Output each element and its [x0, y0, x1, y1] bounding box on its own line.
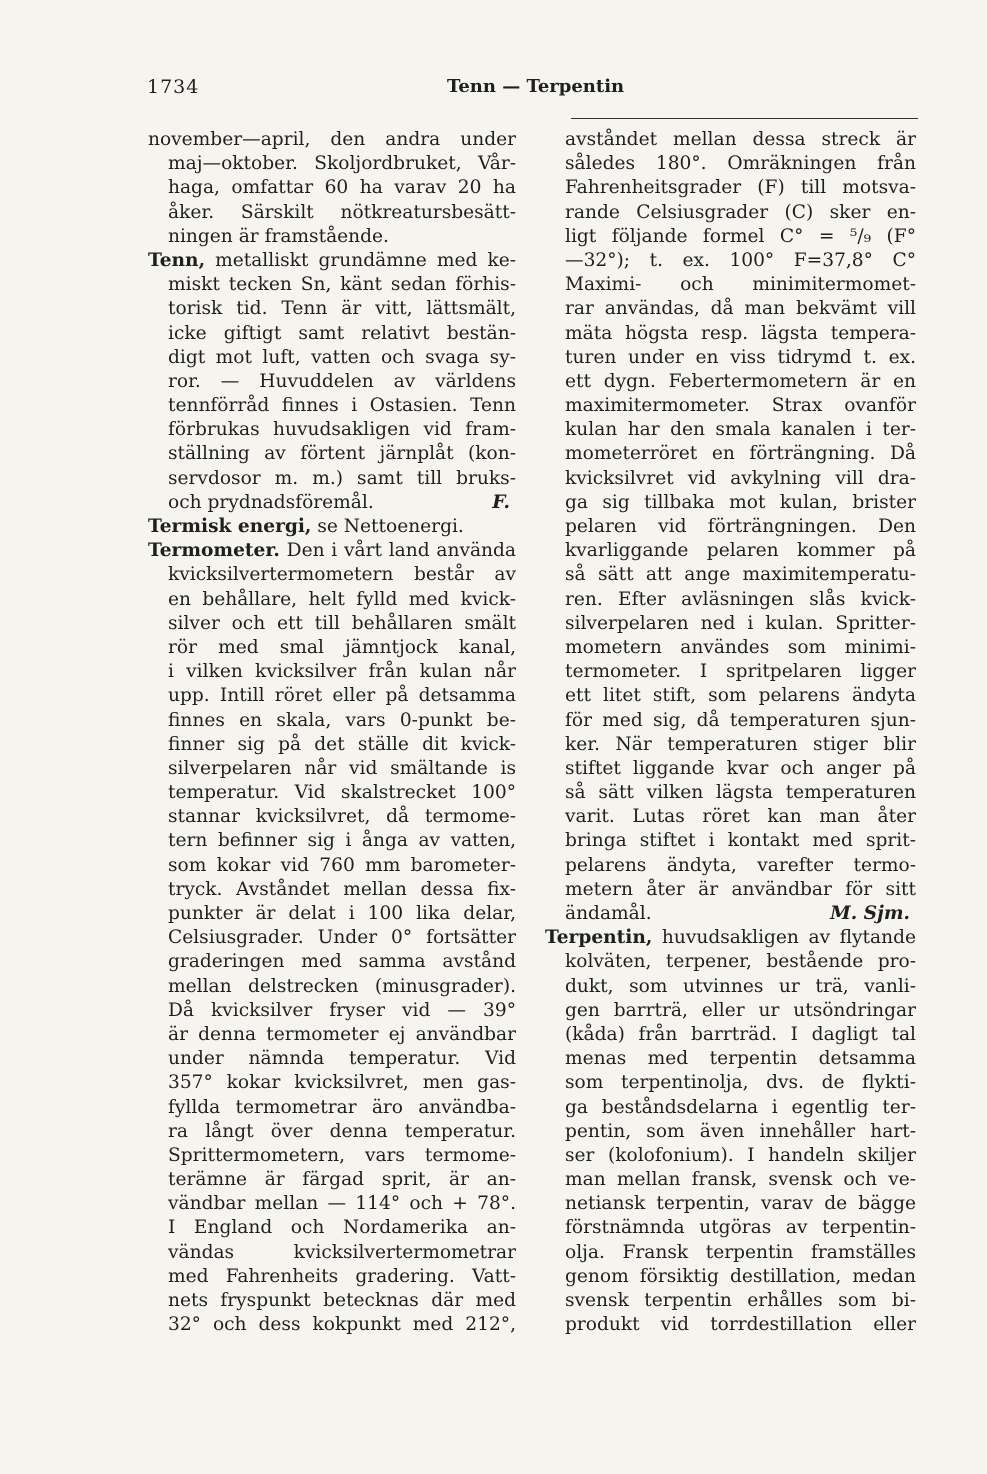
- text-line: nets fryspunkt betecknas där med: [168, 1290, 516, 1311]
- text-line: som kokar vid 760 mm barometer-: [168, 854, 516, 876]
- text-line: kolväten, terpener, bestående pro-: [565, 951, 916, 973]
- text-line: termometer. I spritpelaren ligger: [565, 661, 916, 683]
- text-line: en behållare, helt fylld med kvick-: [168, 588, 516, 610]
- text-line: silverpelaren når vid smältande is: [168, 757, 516, 779]
- text-line: förstnämnda utgöras av terpentin-: [565, 1217, 916, 1239]
- signature-line: [148, 491, 516, 515]
- text-line: maximitermometer. Strax ovanför: [565, 395, 916, 417]
- text-line: pelaren vid förträngningen. Den: [565, 516, 916, 537]
- text-line: Sprittermometern, vars termome-: [168, 1144, 516, 1166]
- text-line: menas med terpentin detsamma: [565, 1048, 916, 1070]
- text-line: finnes en skala, vars 0-punkt be-: [168, 709, 516, 731]
- entry-termometer: [148, 539, 516, 563]
- text-line: tryck. Avståndet mellan dessa fix-: [168, 878, 516, 900]
- text-line: olja. Fransk terpentin framställes: [565, 1241, 916, 1263]
- text-line: ga beståndsdelarna i egentlig ter-: [565, 1096, 916, 1118]
- text-line: punkter är delat i 100 lika delar,: [168, 903, 516, 924]
- text-line: och prydnadsföremål.: [168, 491, 374, 513]
- text-line: haga, omfattar 60 ha varav 20 ha: [168, 177, 516, 199]
- text-line: netiansk terpentin, varav de bägge: [565, 1193, 916, 1215]
- text-line: för med sig, då temperaturen sjun-: [565, 709, 916, 731]
- text-line: finner sig på det ställe dit kvick-: [168, 733, 516, 755]
- text-line: kvarliggande pelaren kommer på: [565, 540, 916, 562]
- text-line: kulan har den smala kanalen i ter-: [565, 419, 916, 441]
- text-line: mometerröret en förträngning. Då: [565, 443, 916, 465]
- text-line: gen barrträ, eller ur utsöndringar: [565, 999, 916, 1021]
- text-line: miskt tecken Sn, känt sedan förhis-: [168, 274, 516, 296]
- text-line: metern åter är användbar för sitt: [565, 878, 916, 900]
- text-line: silver och ett till behållaren smält: [168, 612, 516, 634]
- entry-terpentin: [545, 926, 916, 950]
- text-line: med Fahrenheits gradering. Vatt-: [168, 1265, 516, 1287]
- left-column: [148, 128, 516, 1337]
- entry-tenn: [148, 249, 516, 273]
- text-line: ga sig tillbaka mot kulan, brister: [565, 491, 916, 513]
- text-line: vändas kvicksilvertermometrar: [168, 1241, 516, 1263]
- text-line: ren. Efter avläsningen slås kvick-: [565, 588, 916, 610]
- text-line: (kåda) från barrträd. I dagligt tal: [565, 1023, 916, 1045]
- signature-line: [545, 902, 916, 926]
- text-line: ningen är framstående.: [168, 225, 389, 247]
- text-line: så sätt vilken lägsta temperaturen: [565, 782, 916, 804]
- page-header: [147, 76, 917, 106]
- right-column: [545, 128, 916, 1337]
- text-line: man mellan fransk, svensk och ve-: [565, 1169, 916, 1191]
- text-line: som terpentinolja, dvs. de flykti-: [565, 1072, 916, 1094]
- text-line: rar användas, då man bekvämt vill: [565, 298, 916, 320]
- text-line: icke giftigt samt relativt bestän-: [168, 322, 516, 344]
- text-line: Maximi- och minimitermomet-: [565, 274, 916, 296]
- text-line: —32°); t. ex. 100° F=37,8° C°: [565, 249, 916, 271]
- text-line: bringa stiftet i kontakt med sprit-: [565, 830, 916, 852]
- text-line: maj—oktober. Skoljordbruket, Vår-: [168, 153, 516, 175]
- entry-headword: Termisk energi,: [148, 516, 312, 537]
- entry-headword: Terpentin,: [545, 927, 653, 949]
- text-line: mellan delstrecken (minusgrader).: [168, 975, 516, 997]
- text-line: Fahrenheitsgrader (F) till motsva-: [565, 177, 916, 199]
- text-line: november—april, den andra under: [148, 129, 516, 150]
- text-line: ett dygn. Febertermometern är en: [565, 370, 916, 392]
- text-line: kvicksilvret vid avkylning vill dra-: [565, 467, 916, 489]
- cross-reference: se Nettoenergi.: [317, 516, 464, 537]
- text-line: turen under en viss tidrymd t. ex.: [565, 346, 916, 368]
- text-line: genom försiktig destillation, medan: [565, 1265, 916, 1287]
- text-line: terämne är färgad sprit, är an-: [168, 1169, 516, 1191]
- entry-headword: Termometer.: [148, 540, 280, 562]
- text-line: ker. När temperaturen stiger blir: [565, 733, 916, 755]
- text-line: åker. Särskilt nötkreatursbesätt-: [168, 201, 516, 223]
- text-line: svensk terpentin erhålles som bi-: [565, 1290, 916, 1311]
- text-line: dukt, som utvinnes ur trä, vanli-: [565, 975, 916, 997]
- text-line: under nämnda temperatur. Vid: [168, 1048, 516, 1070]
- text-line: således 180°. Omräkningen från: [565, 153, 916, 175]
- text-line: tern befinner sig i ånga av vatten,: [168, 830, 516, 852]
- column-divider: [571, 118, 918, 119]
- text-line: Den i vårt land använda: [286, 540, 516, 562]
- text-line: ett litet stift, som pelarens ändyta: [565, 685, 916, 707]
- text-line: förbrukas huvudsakligen vid fram-: [168, 419, 516, 441]
- text-line: fyllda termometrar äro användba-: [168, 1096, 516, 1118]
- text-line: ställning av förtent järnplåt (kon-: [168, 443, 516, 465]
- text-line: stiftet liggande kvar och anger på: [565, 757, 916, 779]
- text-line: tennförråd finnes i Ostasien. Tenn: [168, 395, 516, 417]
- author-signature: F.: [492, 491, 510, 513]
- page-number: 1734: [147, 76, 200, 98]
- text-line: pentin, som även innehåller hart-: [565, 1120, 916, 1142]
- entry-headword: Tenn,: [148, 249, 206, 271]
- text-line: vändbar mellan — 114° och + 78°.: [168, 1193, 516, 1215]
- text-line: temperatur. Vid skalstrecket 100°: [168, 782, 516, 804]
- text-line: rande Celsiusgrader (C) sker en-: [565, 201, 916, 223]
- text-line: mäta högsta resp. lägsta tempera-: [565, 322, 916, 344]
- text-line: 32° och dess kokpunkt med 212°,: [168, 1314, 516, 1336]
- text-line: ra långt över denna temperatur.: [168, 1120, 516, 1142]
- text-line: ligt följande formel C° = ⁵/₉ (F°: [565, 225, 916, 247]
- text-line: 357° kokar kvicksilvret, men gas-: [168, 1072, 516, 1094]
- text-line: avståndet mellan dessa streck är: [565, 129, 916, 150]
- text-line: graderingen med samma avstånd: [168, 951, 516, 973]
- text-line: produkt vid torrdestillation eller: [565, 1314, 916, 1336]
- text-line: metalliskt grundämne med ke-: [215, 249, 516, 271]
- text-line: varit. Lutas röret kan man åter: [565, 806, 916, 828]
- text-line: Celsiusgrader. Under 0° fortsätter: [168, 927, 516, 949]
- text-line: mometern användes som minimi-: [565, 636, 916, 658]
- text-line: så sätt att ange maximitemperatu-: [565, 564, 916, 586]
- text-line: ror. — Huvuddelen av världens: [168, 370, 516, 392]
- text-line: i vilken kvicksilver från kulan når: [168, 661, 516, 683]
- running-title: Tenn — Terpentin: [447, 76, 625, 97]
- text-line: torisk tid. Tenn är vitt, lättsmält,: [168, 298, 516, 320]
- text-line: huvudsakligen av flytande: [661, 927, 916, 949]
- text-line: kvicksilvertermometern består av: [168, 564, 516, 586]
- text-line: ser (kolofonium). I handeln skiljer: [565, 1144, 916, 1166]
- text-line: digt mot luft, vatten och svaga sy-: [168, 346, 516, 368]
- text-line: stannar kvicksilvret, då termome-: [168, 806, 516, 828]
- text-line: rör med smal jämntjock kanal,: [168, 636, 516, 658]
- text-line: är denna termometer ej användbar: [168, 1023, 516, 1045]
- text-line: ändamål.: [565, 903, 652, 924]
- text-line: Då kvicksilver fryser vid — 39°: [168, 999, 516, 1021]
- text-line: upp. Intill röret eller på detsamma: [168, 685, 516, 707]
- text-line: silverpelaren ned i kulan. Spritter-: [565, 612, 916, 634]
- entry-termisk-energi: [148, 515, 516, 539]
- text-line: servdosor m. m.) samt till bruks-: [168, 467, 516, 489]
- author-signature: M. Sjm.: [830, 903, 910, 924]
- text-line: pelarens ändyta, varefter termo-: [565, 854, 916, 876]
- text-line: I England och Nordamerika an-: [168, 1217, 516, 1239]
